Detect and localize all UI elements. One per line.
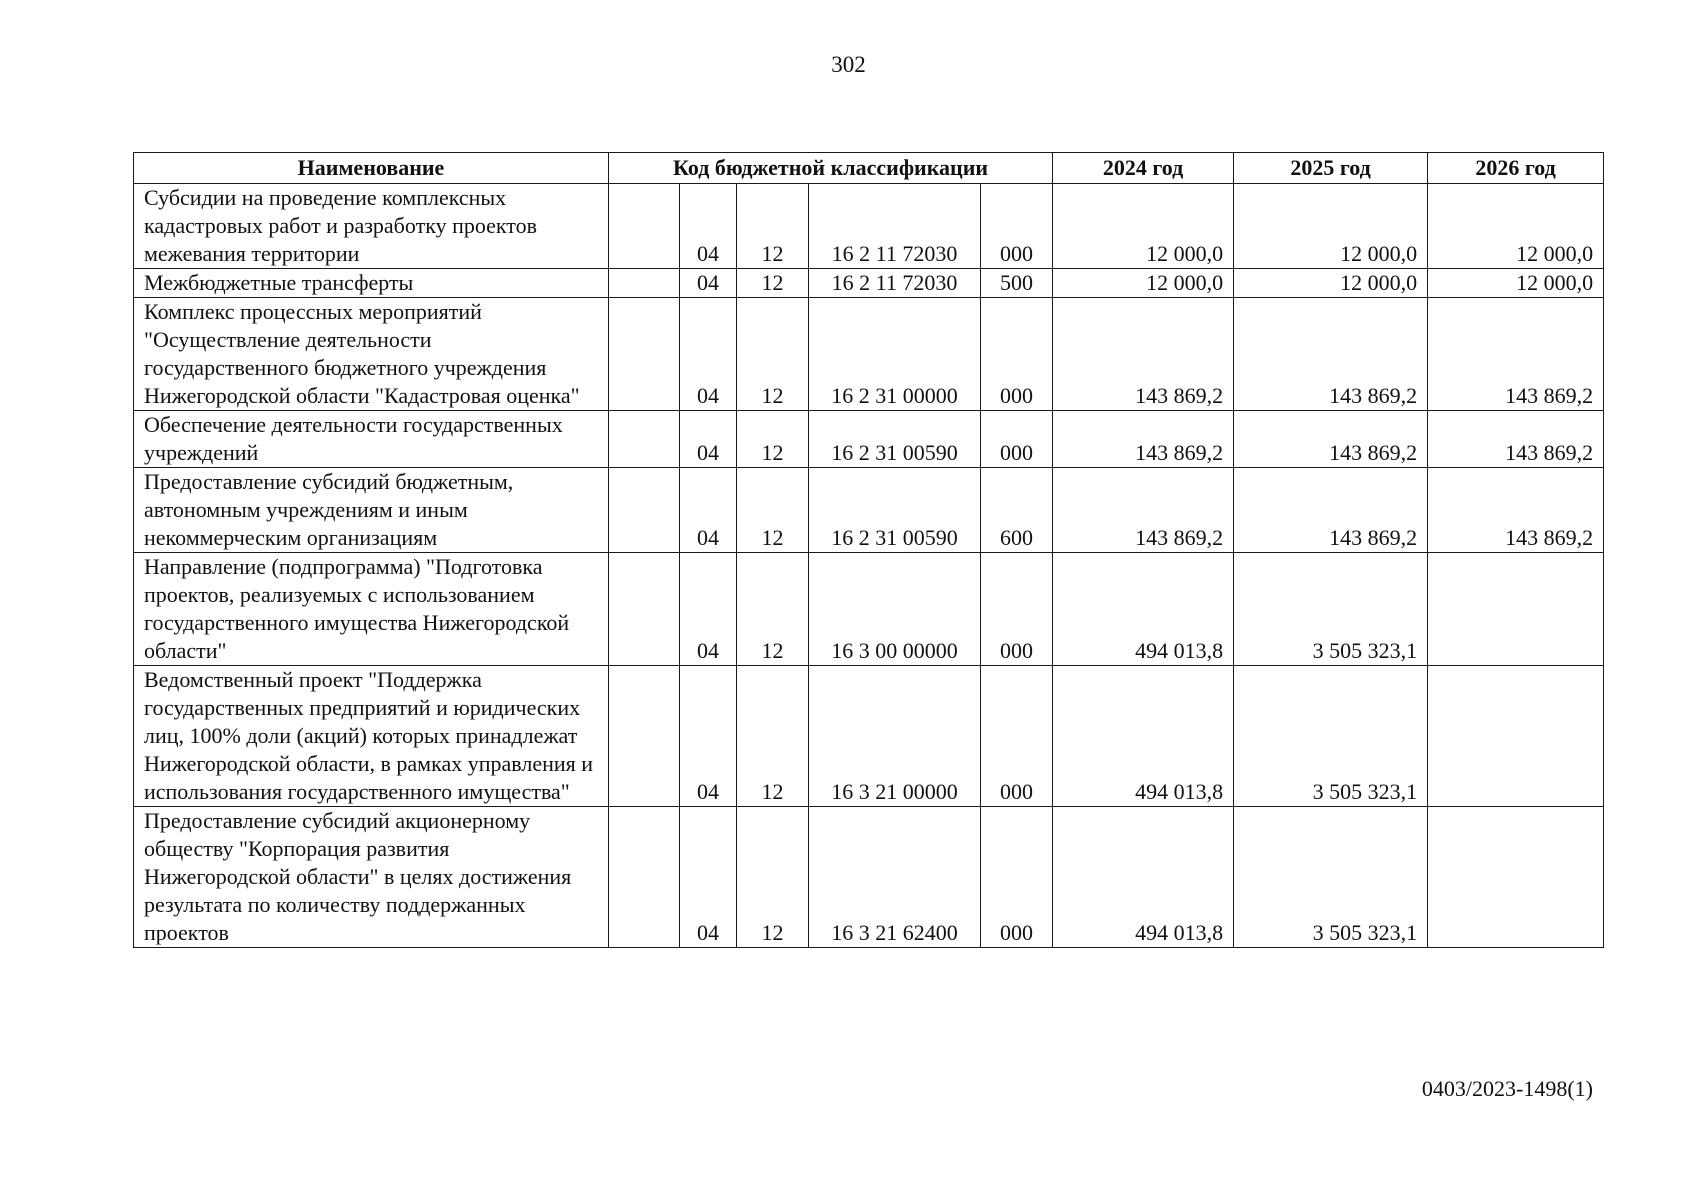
table-header-row	[134, 153, 1604, 184]
code-section: 04	[680, 468, 737, 553]
code-part-1	[609, 298, 680, 411]
value-2025: 3 505 323,1	[1234, 553, 1428, 666]
code-expense-type: 600	[981, 468, 1053, 553]
code-section: 04	[680, 807, 737, 948]
table-row	[134, 411, 1604, 468]
table-row	[134, 553, 1604, 666]
header-code: Код бюджетной классификации	[609, 153, 1053, 184]
value-2024: 12 000,0	[1053, 269, 1234, 298]
code-subsection: 12	[737, 807, 809, 948]
code-section: 04	[680, 666, 737, 807]
code-subsection: 12	[737, 666, 809, 807]
code-part-1	[609, 807, 680, 948]
value-2024: 494 013,8	[1053, 666, 1234, 807]
code-subsection: 12	[737, 468, 809, 553]
value-2024: 143 869,2	[1053, 298, 1234, 411]
row-name: Направление (подпрограмма) "Подготовка проектов, реализуемых с использованием государственного имущества Нижегородской области"	[134, 553, 609, 666]
code-expense-type: 000	[981, 553, 1053, 666]
code-target-article: 16 3 21 00000	[809, 666, 981, 807]
row-name: Обеспечение деятельности государственных учреждений	[134, 411, 609, 468]
code-section: 04	[680, 184, 737, 269]
code-part-1	[609, 411, 680, 468]
value-2024: 494 013,8	[1053, 807, 1234, 948]
code-target-article: 16 2 31 00000	[809, 298, 981, 411]
table-row	[134, 807, 1604, 948]
row-name: Субсидии на проведение комплексных кадастровых работ и разработку проектов межевания территории	[134, 184, 609, 269]
value-2024: 143 869,2	[1053, 468, 1234, 553]
table-row	[134, 666, 1604, 807]
value-2025: 3 505 323,1	[1234, 666, 1428, 807]
value-2026	[1428, 807, 1604, 948]
row-name: Предоставление субсидий акционерному обществу "Корпорация развития Нижегородской области" в целях достижения результата по количеству поддержанных проектов	[134, 807, 609, 948]
code-section: 04	[680, 298, 737, 411]
value-2024: 494 013,8	[1053, 553, 1234, 666]
value-2026: 143 869,2	[1428, 298, 1604, 411]
code-subsection: 12	[737, 184, 809, 269]
value-2025: 12 000,0	[1234, 269, 1428, 298]
code-expense-type: 000	[981, 807, 1053, 948]
value-2025: 3 505 323,1	[1234, 807, 1428, 948]
value-2026: 143 869,2	[1428, 411, 1604, 468]
code-target-article: 16 2 31 00590	[809, 468, 981, 553]
code-part-1	[609, 553, 680, 666]
value-2026: 12 000,0	[1428, 269, 1604, 298]
code-part-1	[609, 269, 680, 298]
header-2026: 2026 год	[1428, 153, 1604, 184]
row-name: Комплекс процессных мероприятий "Осуществление деятельности государственного бюджетного учреждения Нижегородской области "Кадастровая оценка"	[134, 298, 609, 411]
table-row	[134, 468, 1604, 553]
code-section: 04	[680, 411, 737, 468]
code-target-article: 16 3 00 00000	[809, 553, 981, 666]
header-2025: 2025 год	[1234, 153, 1428, 184]
code-target-article: 16 2 11 72030	[809, 184, 981, 269]
value-2025: 143 869,2	[1234, 411, 1428, 468]
table-row	[134, 184, 1604, 269]
value-2024: 12 000,0	[1053, 184, 1234, 269]
row-name: Ведомственный проект "Поддержка государственных предприятий и юридических лиц, 100% доли (акций) которых принадлежат Нижегородской области, в рамках управления и использования государственного имущества"	[134, 666, 609, 807]
code-target-article: 16 2 11 72030	[809, 269, 981, 298]
row-name: Межбюджетные трансферты	[134, 269, 609, 298]
code-section: 04	[680, 553, 737, 666]
value-2024: 143 869,2	[1053, 411, 1234, 468]
value-2026: 143 869,2	[1428, 468, 1604, 553]
code-subsection: 12	[737, 269, 809, 298]
page-number: 302	[831, 52, 866, 77]
value-2026: 12 000,0	[1428, 184, 1604, 269]
value-2025: 143 869,2	[1234, 298, 1428, 411]
row-name: Предоставление субсидий бюджетным, автономным учреждениям и иным некоммерческим организациям	[134, 468, 609, 553]
code-subsection: 12	[737, 411, 809, 468]
code-part-1	[609, 184, 680, 269]
value-2025: 12 000,0	[1234, 184, 1428, 269]
value-2026	[1428, 666, 1604, 807]
code-expense-type: 000	[981, 411, 1053, 468]
code-subsection: 12	[737, 298, 809, 411]
table-row	[134, 269, 1604, 298]
code-part-1	[609, 666, 680, 807]
value-2026	[1428, 553, 1604, 666]
code-part-1	[609, 468, 680, 553]
code-subsection: 12	[737, 553, 809, 666]
header-2024: 2024 год	[1053, 153, 1234, 184]
code-expense-type: 000	[981, 298, 1053, 411]
table-row	[134, 298, 1604, 411]
code-target-article: 16 2 31 00590	[809, 411, 981, 468]
code-section: 04	[680, 269, 737, 298]
header-name: Наименование	[134, 153, 609, 184]
budget-table	[133, 152, 1604, 948]
code-expense-type: 500	[981, 269, 1053, 298]
code-expense-type: 000	[981, 184, 1053, 269]
document-number: 0403/2023-1498(1)	[1421, 1076, 1593, 1101]
code-target-article: 16 3 21 62400	[809, 807, 981, 948]
code-expense-type: 000	[981, 666, 1053, 807]
value-2025: 143 869,2	[1234, 468, 1428, 553]
